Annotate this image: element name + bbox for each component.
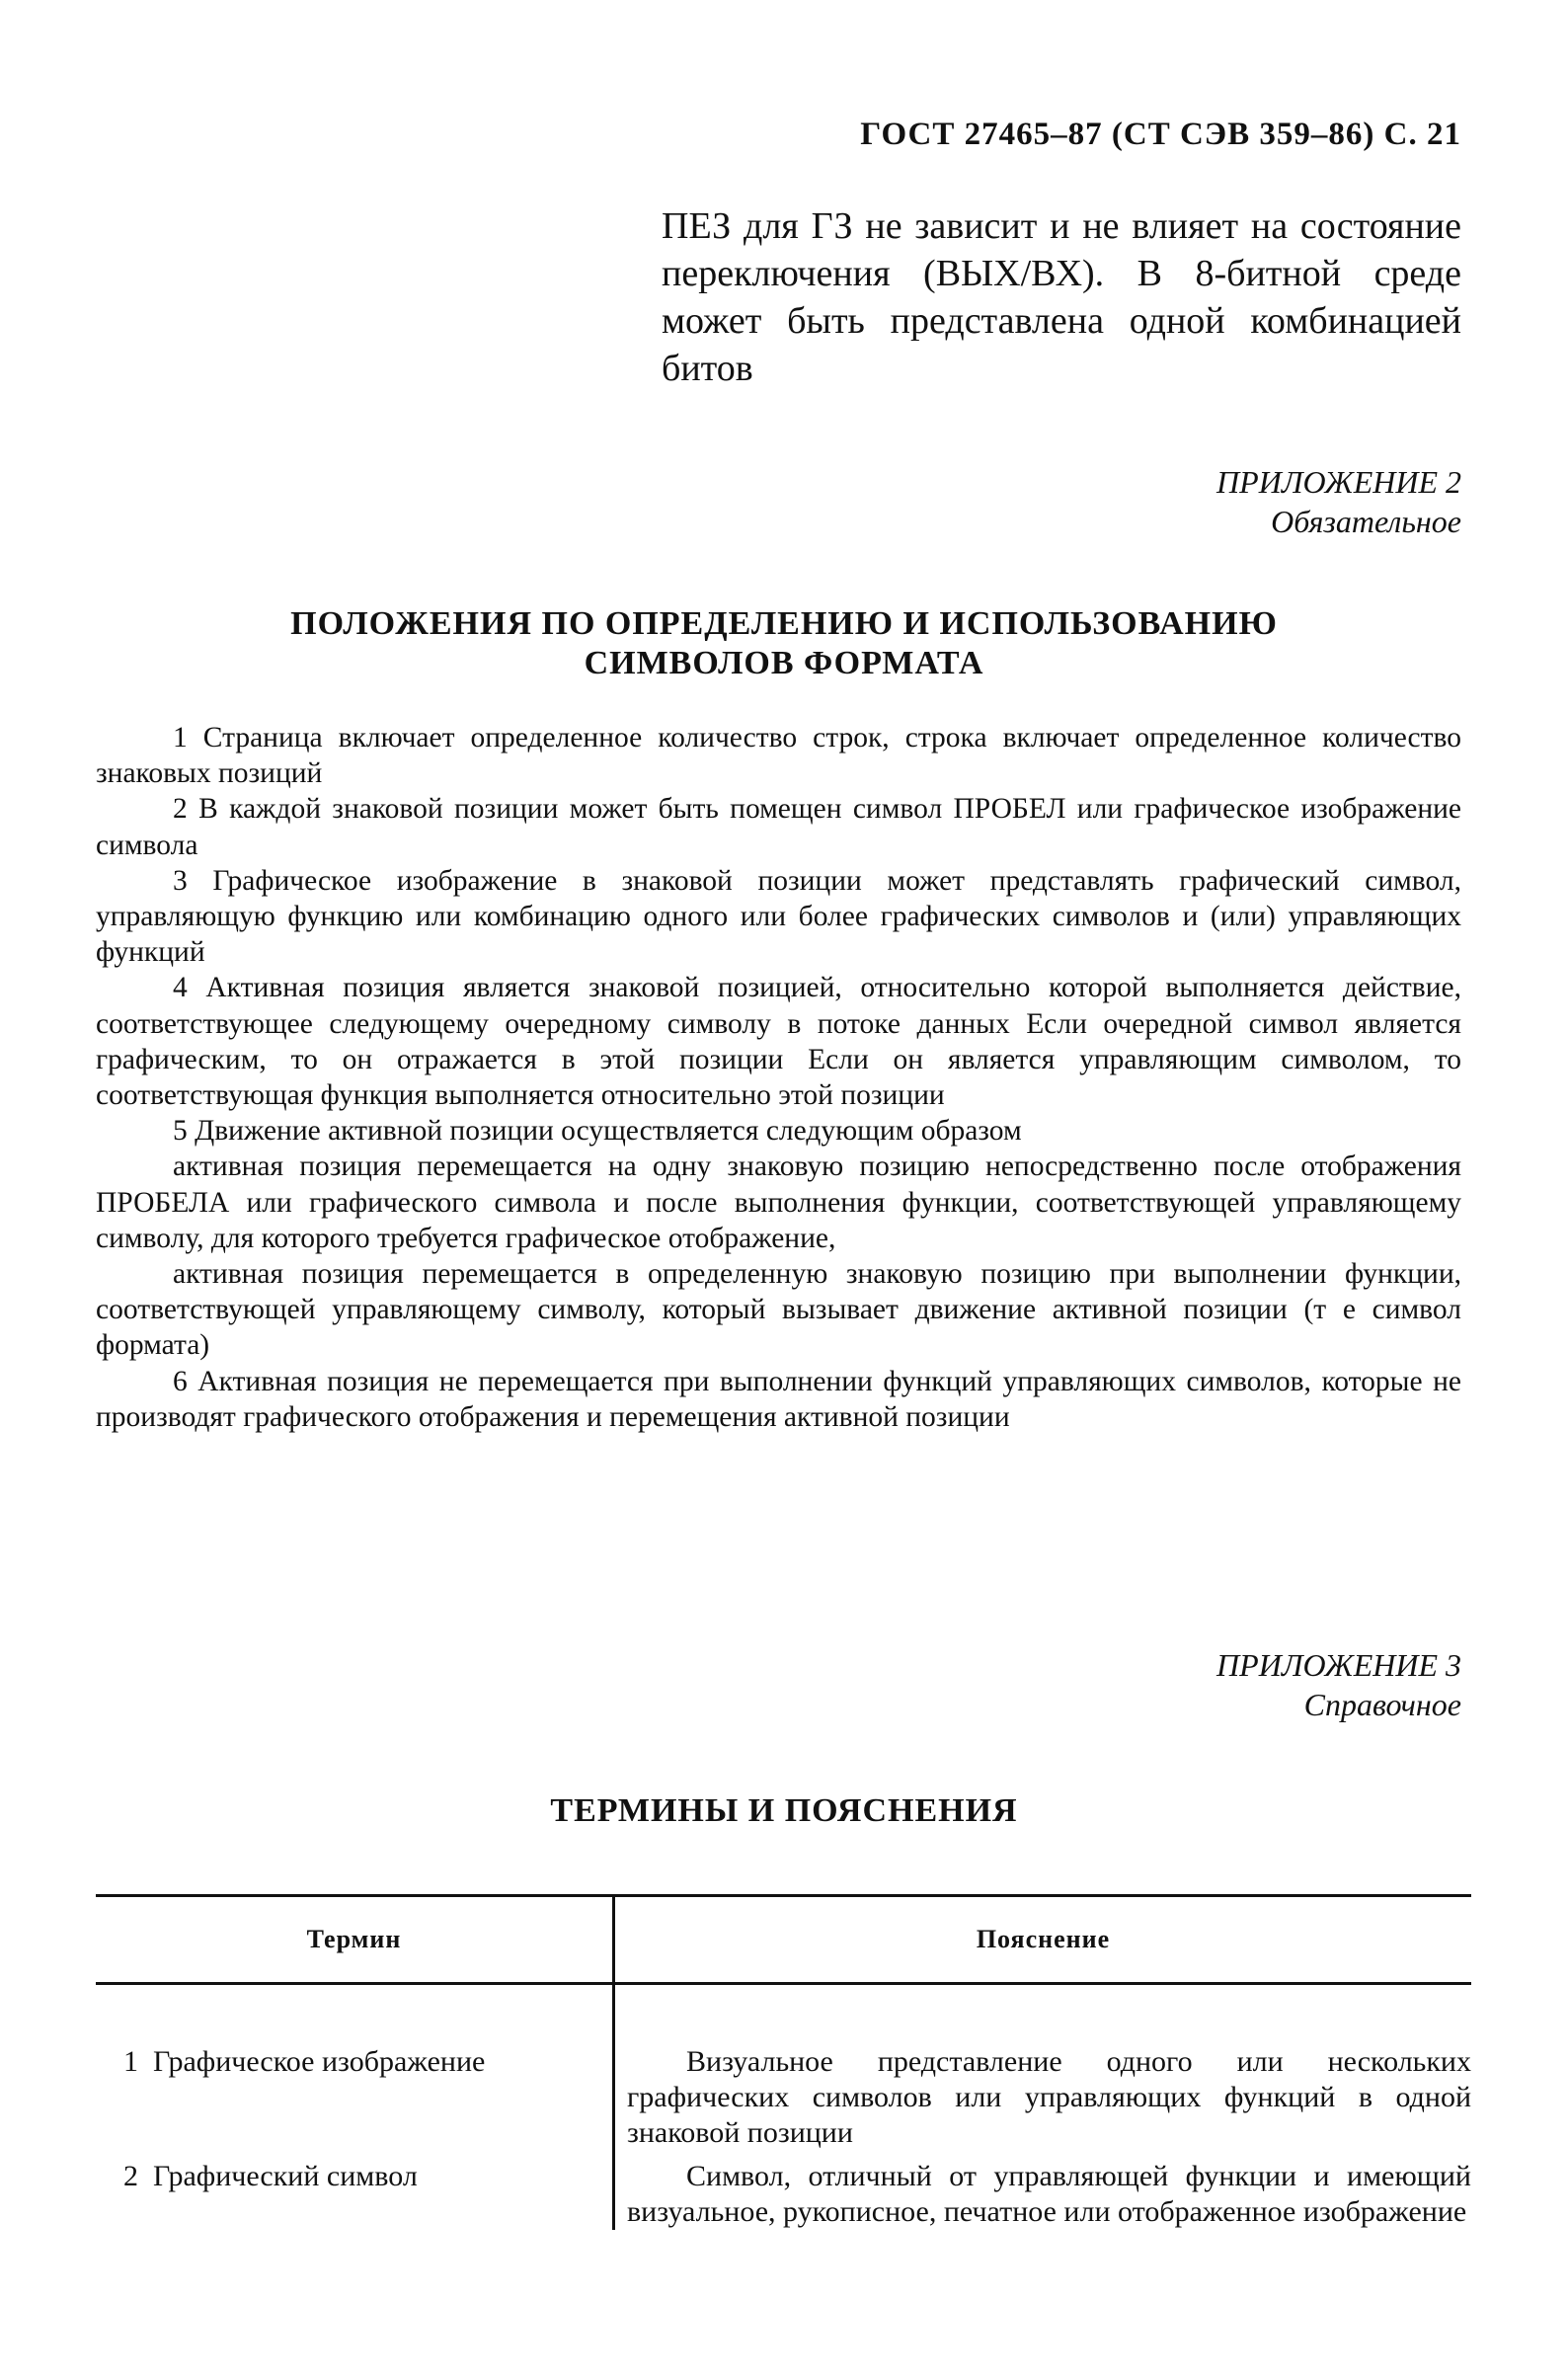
appendix-3-label: ПРИЛОЖЕНИЕ 3 <box>1216 1647 1461 1683</box>
term-text: Графический символ <box>153 2160 418 2192</box>
explanation-cell: Визуальное представление одного или нескольких графических символов или управляющих функций в одной знаковой позиции <box>627 2045 1471 2149</box>
column-header-explanation: Пояснение <box>614 1896 1472 1984</box>
section-2-title-line-1: ПОЛОЖЕНИЯ ПО ОПРЕДЕЛЕНИЮ И ИСПОЛЬЗОВАНИЮ <box>290 605 1278 642</box>
term-number: 1 <box>123 2045 138 2078</box>
continuation-text: ПЕЗ для ГЗ не зависит и не влияет на состояние переключения (ВЫХ/ВХ). В 8-битной среде может быть представлена одной комбинацией битов <box>662 205 1461 389</box>
appendix-2-label: ПРИЛОЖЕНИЕ 2 <box>1216 464 1461 500</box>
paragraph-3: 3 Графическое изображение в знаковой позиции может представлять графический символ, управляющую функцию или комбинацию одного или более графических символов и (или) управляющих функций <box>96 864 1461 969</box>
paragraph-5-item-1: активная позиция перемещается на одну знаковую позицию непосредственно после отображения ПРОБЕЛА или графического символа и после выполнения функции, соответствующей управляющему символу, для которого требуется графическое отображение, <box>96 1150 1461 1254</box>
page-header: ГОСТ 27465–87 (СТ СЭВ 359–86) С. 21 <box>860 117 1461 152</box>
section-2-body <box>96 720 1461 1435</box>
paragraph-5: 5 Движение активной позиции осуществляется следующим образом <box>173 1115 1022 1148</box>
term-cell <box>96 2151 614 2230</box>
paragraph-2: 2 В каждой знаковой позиции может быть помещен символ ПРОБЕЛ или графическое изображение символа <box>96 793 1461 861</box>
term-text: Графическое изображение <box>153 2045 486 2078</box>
paragraph-6: 6 Активная позиция не перемещается при выполнении функций управляющих символов, которые не производят графического отображения и перемещения активной позиции <box>96 1365 1461 1433</box>
section-2-title-line-2: СИМВОЛОВ ФОРМАТА <box>584 645 984 681</box>
column-header-term: Термин <box>96 1896 614 1984</box>
section-2-title <box>0 604 1568 683</box>
explanation-cell: Символ, отличный от управляющей функции и имеющий визуальное, рукописное, печатное или отображенное изображение <box>627 2160 1471 2228</box>
paragraph-5-item-2: активная позиция перемещается в определенную знаковую позицию при выполнении функции, соответствующей управляющему символу, который вызывает движение активной позиции (т е символ формата) <box>96 1258 1461 1362</box>
terms-table <box>96 1894 1471 2230</box>
appendix-2-block <box>1216 462 1461 541</box>
terms-table-header-row <box>96 1896 1471 1984</box>
appendix-3-block <box>1216 1645 1461 1724</box>
appendix-2-status: Обязательное <box>1271 504 1461 539</box>
term-cell <box>96 1984 614 2152</box>
table-row <box>96 1984 1471 2152</box>
term-number: 2 <box>123 2160 138 2192</box>
appendix-3-status: Справочное <box>1303 1687 1461 1722</box>
paragraph-4: 4 Активная позиция является знаковой позицией, относительно которой выполняется действие, соответствующее следующему очередному символу в потоке данных Если очередной символ является графическим, то он отражается в этой позиции Если он является управляющим символом, то соответствующая функция выполняется относительно этой позиции <box>96 972 1461 1112</box>
table-row <box>96 2151 1471 2230</box>
paragraph-1: 1 Страница включает определенное количество строк, строка включает определенное количество знаковых позиций <box>96 722 1461 790</box>
section-3-title: ТЕРМИНЫ И ПОЯСНЕНИЯ <box>550 1792 1018 1829</box>
